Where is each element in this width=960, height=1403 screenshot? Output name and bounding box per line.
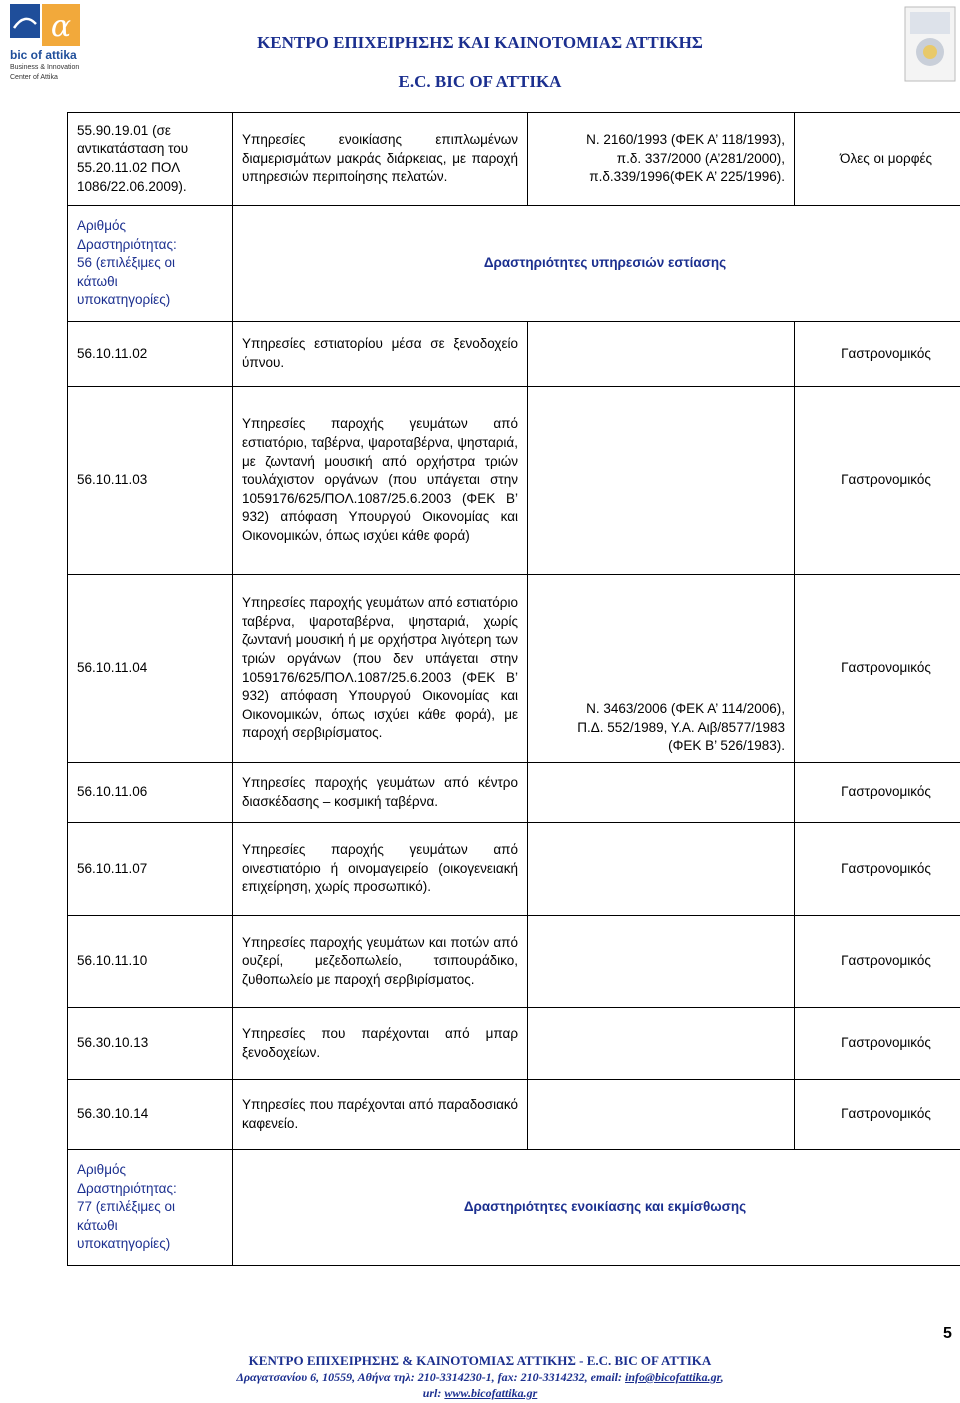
description-cell: Υπηρεσίες παροχής γευμάτων από κέντρο διασκέδασης – κοσμική ταβέρνα. — [233, 763, 528, 823]
footer-contact — [0, 1369, 960, 1385]
description-cell: Υπηρεσίες παροχής γευμάτων από οινεστιατόριο ή οινομαγειρείο (οικογενειακή επιχείρηση, χωρίς προσωπικό). — [233, 823, 528, 916]
footer-url-label: url: — [422, 1386, 445, 1400]
footer-comma: , — [720, 1370, 724, 1384]
eu-network-badge-icon — [904, 6, 956, 82]
law-text: Ν. 3463/2006 (ΦΕΚ Α’ 114/2006), Π.Δ. 552/1989, Υ.Α. Αιβ/8577/1983 (ΦΕΚ Β’ 526/1983). — [577, 701, 785, 754]
category-cell: Γαστρονομικός — [795, 322, 960, 387]
activities-table — [67, 112, 960, 1266]
table-row — [68, 1080, 960, 1150]
category-cell: Όλες οι μορφές — [795, 113, 960, 206]
category-cell: Γαστρονομικός — [795, 823, 960, 916]
description-cell: Υπηρεσίες που παρέχονται από παραδοσιακό καφενείο. — [233, 1080, 528, 1150]
section-header-77 — [68, 1150, 960, 1266]
category-cell: Γαστρονομικός — [795, 763, 960, 823]
law-cell-empty — [528, 823, 795, 916]
law-cell-empty — [528, 763, 795, 823]
section-title: Δραστηριότητες ενοικίασης και εκμίσθωσης — [233, 1150, 960, 1266]
svg-text:α: α — [50, 9, 72, 44]
description-cell: Υπηρεσίες παροχής γευμάτων και ποτών από ουζερί, μεζεδοπωλείο, τσιπουράδικο, ζυθοπωλείο με παροχή σερβιρίσματος. — [233, 916, 528, 1008]
table-row — [68, 823, 960, 916]
description-cell: Υπηρεσίες παροχής γευμάτων από εστιατόριο ταβέρνα, ψαροταβέρνα, ψησταριά, χωρίς ζωντανή μουσική ή με ορχήστρα λιγότερη των τριών οργάνων (που δεν υπάγεται στην 1059176/625/ΠΟΛ.1087/25.6.2003 (ΦΕΚ Β’ 932) απόφαση Υπουργού Οικονομίας και Οικονομικών, όπως ισχύει κάθε φορά), με παροχή σερβιρίσματος. — [233, 575, 528, 763]
law-cell-empty — [528, 1008, 795, 1080]
logo-subtitle-1: Business & Innovation — [10, 64, 80, 71]
code-cell: 56.30.10.13 — [68, 1008, 233, 1080]
description-cell: Υπηρεσίες εστιατορίου μέσα σε ξενοδοχείο ύπνου. — [233, 322, 528, 387]
table-row — [68, 322, 960, 387]
category-cell: Γαστρονομικός — [795, 1080, 960, 1150]
table-row — [68, 575, 960, 763]
section-header-56 — [68, 206, 960, 322]
table-row — [68, 916, 960, 1008]
law-cell-empty — [528, 916, 795, 1008]
section-label: Αριθμός Δραστηριότητας: 77 (επιλέξιμες οι κάτωθι υποκατηγορίες) — [68, 1150, 233, 1266]
code-cell: 56.10.11.04 — [68, 575, 233, 763]
category-cell: Γαστρονομικός — [795, 1008, 960, 1080]
page-number: 5 — [943, 1325, 952, 1342]
category-cell: Γαστρονομικός — [795, 916, 960, 1008]
description-cell: Υπηρεσίες που παρέχονται από μπαρ ξενοδοχείων. — [233, 1008, 528, 1080]
law-cell-empty — [528, 322, 795, 387]
code-cell: 56.10.11.03 — [68, 387, 233, 575]
footer-url-line — [0, 1385, 960, 1401]
header-subtitle: E.C. BIC OF ATTIKA — [398, 72, 562, 91]
code-cell: 56.10.11.10 — [68, 916, 233, 1008]
code-cell: 56.10.11.07 — [68, 823, 233, 916]
footer-address: Δραγατσανίου 6, 10559, Αθήνα τηλ: 210-3314230-1, fax: 210-3314232, email: — [236, 1370, 625, 1384]
header-title: ΚΕΝΤΡΟ ΕΠΙΧΕΙΡΗΣΗΣ ΚΑΙ ΚΑΙΝΟΤΟΜΙΑΣ ΑΤΤΙΚΗΣ — [257, 33, 703, 52]
category-cell: Γαστρονομικός — [795, 387, 960, 575]
logo-brand: bic of attika — [10, 48, 77, 62]
law-cell — [528, 113, 795, 206]
logo-subtitle-2: Center of Attika — [10, 74, 58, 81]
table-row — [68, 763, 960, 823]
law-text: Ν. 2160/1993 (ΦΕΚ Α’ 118/1993), π.δ. 337/2000 (Α’281/2000), π.δ.339/1996(ΦΕΚ Α’ 225/1996). — [586, 132, 785, 185]
description-cell: Υπηρεσίες παροχής γευμάτων από εστιατόριο, ταβέρνα, ψαροταβέρνα, ψησταριά, με ζωντανή μουσική από ορχήστρα τριών τουλάχιστον οργάνων (που υπάγεται στην 1059176/625/ΠΟΛ.1087/25.6.2003 (ΦΕΚ Β’ 932) απόφαση Υπουργού Οικονομίας και Οικονομικών, όπως ισχύει κάθε φορά) — [233, 387, 528, 575]
table-row — [68, 1008, 960, 1080]
footer-email-link[interactable]: info@bicofattika.gr — [625, 1370, 721, 1384]
law-cell — [528, 575, 795, 763]
page-header — [0, 0, 960, 100]
code-cell — [68, 113, 233, 206]
description-cell — [233, 113, 528, 206]
law-cell-empty — [528, 387, 795, 575]
code-cell: 56.10.11.02 — [68, 322, 233, 387]
section-label: Αριθμός Δραστηριότητας: 56 (επιλέξιμες οι κάτωθι υποκατηγορίες) — [68, 206, 233, 322]
category-cell: Γαστρονομικός — [795, 575, 960, 763]
code-cell: 56.10.11.06 — [68, 763, 233, 823]
table-row — [68, 113, 960, 206]
section-title: Δραστηριότητες υπηρεσιών εστίασης — [233, 206, 960, 322]
description-text: Υπηρεσίες ενοικίασης επιπλωμένων διαμερισμάτων μακράς διάρκειας, με παροχή υπηρεσιών περιποίησης πελατών. — [242, 132, 518, 185]
footer-org-name: ΚΕΝΤΡΟ ΕΠΙΧΕΙΡΗΣΗΣ & ΚΑΙΝΟΤΟΜΙΑΣ ΑΤΤΙΚΗΣ - E.C. BIC OF ATTIKA — [248, 1353, 712, 1368]
law-cell-empty — [528, 1080, 795, 1150]
code-text: 55.90.19.01 (σε αντικατάσταση του 55.20.11.02 ΠΟΛ 1086/22.06.2009). — [77, 122, 189, 194]
table-row — [68, 387, 960, 575]
footer-url-link[interactable]: www.bicofattika.gr — [444, 1386, 538, 1400]
code-cell: 56.30.10.14 — [68, 1080, 233, 1150]
page-footer — [0, 1353, 960, 1401]
